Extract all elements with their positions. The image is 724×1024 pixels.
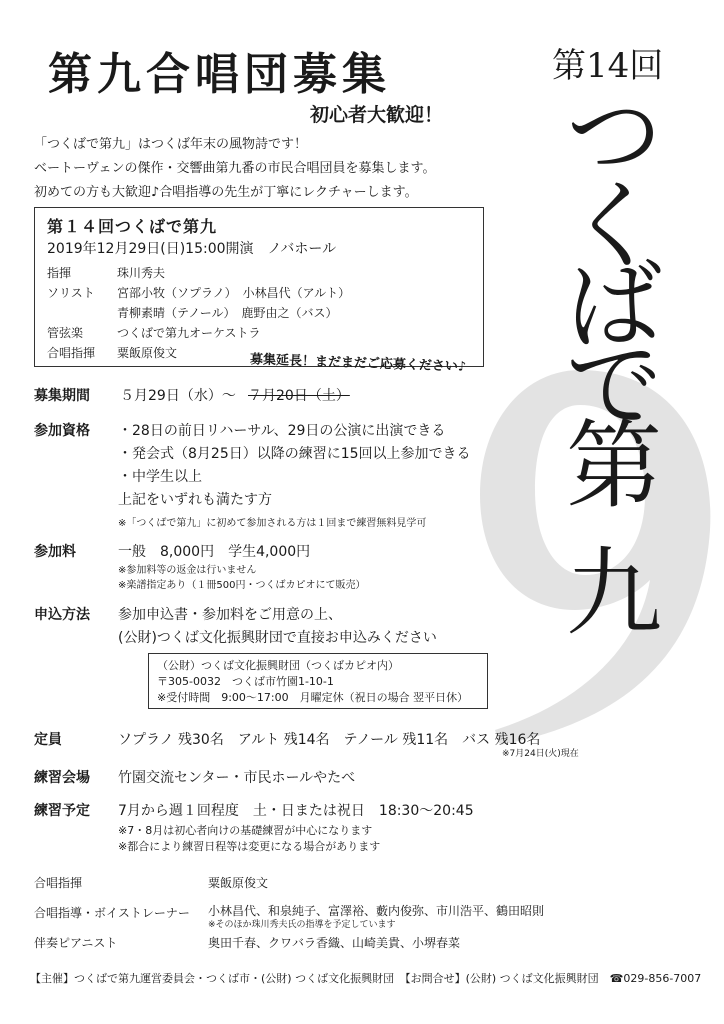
schedule-note: ※7・8月は初心者向けの基礎練習が中心になります bbox=[118, 824, 373, 837]
credit-label: 合唱指揮 bbox=[34, 876, 83, 890]
concert-row-value: 珠川秀夫 bbox=[117, 266, 166, 280]
concert-info-box bbox=[34, 207, 484, 367]
period-start: ５月29日（水）～ bbox=[120, 388, 236, 404]
eligibility-item: ・発会式（8月25日）以降の練習に15回以上参加できる bbox=[118, 446, 471, 462]
page-title: 第九合唱団募集 bbox=[48, 49, 391, 100]
capacity-label: 定員 bbox=[34, 732, 62, 748]
credit-label: 合唱指導・ボイストレーナー bbox=[34, 906, 190, 920]
contact-line: （公財）つくば文化振興財団（つくばカピオ内） bbox=[157, 659, 399, 672]
fee-note: ※参加料等の返金は行いません bbox=[118, 565, 257, 576]
credit-value: 奥田千春、クワバラ香織、山崎美貴、小堺春菜 bbox=[208, 936, 461, 950]
edition: 第14回 bbox=[552, 46, 664, 86]
venue-label: 練習会場 bbox=[34, 770, 90, 786]
concert-row-label: ソリスト bbox=[47, 286, 95, 300]
concert-row-label: 合唱指揮 bbox=[47, 346, 96, 360]
intro-line: 初めての方も大歓迎♪合唱指導の先生が丁寧にレクチャーします。 bbox=[34, 185, 418, 200]
concert-row-label: 管弦楽 bbox=[47, 326, 84, 340]
contact-box bbox=[148, 653, 488, 709]
footer: 【主催】つくばで第九運営委員会・つくば市・(公財) つくば文化振興財団 【お問合せ】(公財) つくば文化振興財団 ☎029-856-7007 bbox=[30, 972, 702, 985]
vertical-title-char: ば bbox=[566, 250, 662, 362]
credit-note: ※そのほか珠川秀夫氏の指導を予定しています bbox=[208, 920, 396, 930]
concert-row-value: 粟飯原俊文 bbox=[117, 346, 178, 360]
subtitle: 初心者大歓迎！ bbox=[310, 104, 444, 126]
concert-row-value: 宮部小牧（ソプラノ） 小林昌代（アルト） bbox=[117, 286, 351, 300]
eligibility-item: ・中学生以上 bbox=[118, 469, 202, 485]
concert-title: 第１４回つくばで第九 bbox=[47, 217, 218, 236]
eligibility-label: 参加資格 bbox=[34, 423, 90, 439]
credit-label: 伴奏ピアニスト bbox=[34, 936, 118, 950]
contact-line: 〒305-0032 つくば市竹園1-10-1 bbox=[157, 675, 334, 688]
vertical-title-char: 第 bbox=[566, 410, 662, 522]
schedule-label: 練習予定 bbox=[34, 803, 90, 819]
eligibility-item: 上記をいずれも満たす方 bbox=[118, 492, 272, 508]
vertical-title-char: つ bbox=[566, 80, 662, 192]
concert-date: 2019年12月29日(日)15:00開演 ノバホール bbox=[47, 241, 337, 257]
vertical-title-char: 九 bbox=[566, 537, 662, 649]
capacity-value: ソプラノ 残30名 アルト 残14名 テノール 残11名 バス 残16名 bbox=[118, 732, 541, 748]
vertical-title-char: く bbox=[566, 170, 662, 282]
vertical-title-char: で bbox=[566, 330, 662, 442]
extension-notice: 募集延長！まだまだご応募ください♪ bbox=[249, 352, 467, 375]
intro-line: 「つくばで第九」はつくば年末の風物詩です！ bbox=[34, 137, 308, 152]
eligibility-note: ※「つくばで第九」に初めて参加される方は１回まで練習無料見学可 bbox=[118, 518, 427, 529]
schedule-value: 7月から週１回程度 土・日または祝日 18:30～20:45 bbox=[118, 803, 474, 819]
fee-label: 参加料 bbox=[34, 544, 76, 560]
apply-label: 申込方法 bbox=[34, 607, 90, 623]
eligibility-item: ・28日の前日リハーサル、29日の公演に出演できる bbox=[118, 423, 446, 439]
apply-line: (公財)つくば文化振興財団で直接お申込みください bbox=[118, 630, 437, 646]
contact-line: ※受付時間 9:00～17:00 月曜定休（祝日の場合 翌平日休） bbox=[157, 691, 469, 704]
concert-row-value: 青柳素晴（テノール） 鹿野由之（バス） bbox=[117, 306, 338, 320]
period-label: 募集期間 bbox=[34, 388, 90, 404]
credit-value: 小林昌代、和泉純子、富澤裕、藪内俊弥、市川浩平、鶴田昭則 bbox=[208, 904, 545, 918]
period-end-struck: ７月20日（土） bbox=[248, 388, 350, 404]
schedule-note: ※都合により練習日程等は変更になる場合があります bbox=[118, 840, 381, 853]
concert-row-label: 指揮 bbox=[47, 266, 72, 280]
apply-line: 参加申込書・参加料をご用意の上、 bbox=[118, 607, 342, 623]
concert-row-value: つくばで第九オーケストラ bbox=[117, 326, 261, 340]
intro-line: ベートーヴェンの傑作・交響曲第九番の市民合唱団員を募集します。 bbox=[34, 161, 436, 176]
credit-value: 粟飯原俊文 bbox=[208, 876, 269, 890]
fee-value: 一般 8,000円 学生4,000円 bbox=[118, 544, 311, 560]
venue-value: 竹園交流センター・市民ホールやたべ bbox=[118, 770, 356, 786]
capacity-note: ※7月24日(火)現在 bbox=[502, 749, 579, 759]
fee-note: ※楽譜指定あり（１冊500円・つくばカピオにて販売） bbox=[118, 580, 366, 591]
